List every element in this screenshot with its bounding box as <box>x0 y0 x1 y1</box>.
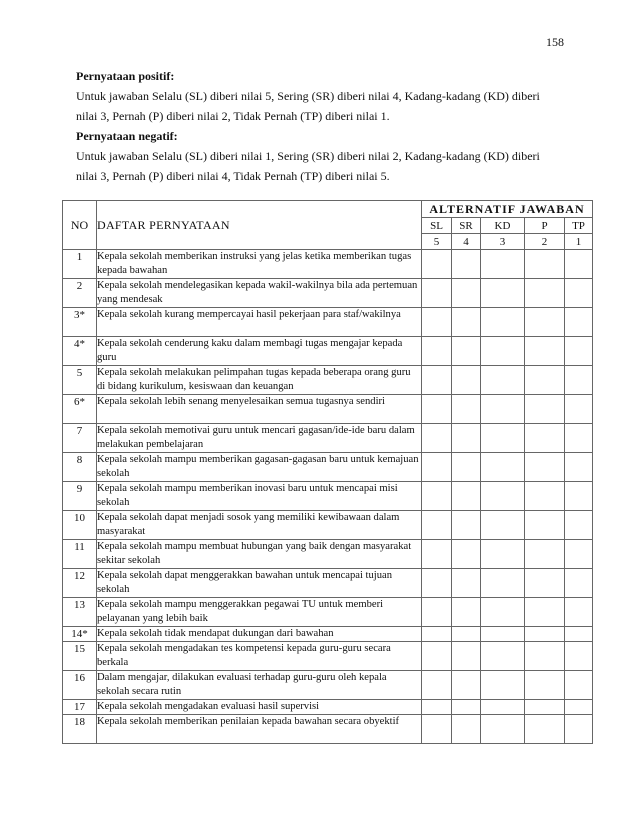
answer-cell-tp[interactable] <box>565 366 593 395</box>
table-row <box>63 627 593 642</box>
answer-cell-p[interactable] <box>525 627 565 642</box>
row-number: 17 <box>63 700 97 715</box>
statement-text: Kepala sekolah dapat menjadi sosok yang memiliki kewibawaan dalam masyarakat <box>97 511 422 540</box>
table-row <box>63 671 593 700</box>
answer-cell-p[interactable] <box>525 511 565 540</box>
answer-cell-kd[interactable] <box>481 366 525 395</box>
answer-cell-tp[interactable] <box>565 715 593 744</box>
answer-cell-p[interactable] <box>525 308 565 337</box>
statement-text: Kepala sekolah mampu memberikan inovasi baru untuk mencapai misi sekolah <box>97 482 422 511</box>
answer-cell-sl[interactable] <box>422 250 452 279</box>
option-sr: SR <box>452 218 481 234</box>
score-tp: 1 <box>565 234 593 250</box>
answer-cell-tp[interactable] <box>565 671 593 700</box>
answer-cell-sl[interactable] <box>422 395 452 424</box>
positive-line-1: Untuk jawaban Selalu (SL) diberi nilai 5, Sering (SR) diberi nilai 4, Kadang-kadang (KD) diberi <box>76 89 540 103</box>
table-row <box>63 482 593 511</box>
answer-cell-sl[interactable] <box>422 279 452 308</box>
statement-text: Kepala sekolah mengadakan evaluasi hasil supervisi <box>97 700 422 715</box>
header-row <box>63 201 593 218</box>
row-number: 11 <box>63 540 97 569</box>
answer-cell-sl[interactable] <box>422 337 452 366</box>
statement-text: Dalam mengajar, dilakukan evaluasi terhadap guru-guru oleh kepala sekolah secara rutin <box>97 671 422 700</box>
table-row <box>63 366 593 395</box>
answer-cell-sr[interactable] <box>452 627 481 642</box>
answer-cell-tp[interactable] <box>565 308 593 337</box>
answer-cell-tp[interactable] <box>565 453 593 482</box>
table-row <box>63 337 593 366</box>
answer-cell-kd[interactable] <box>481 453 525 482</box>
table-row <box>63 642 593 671</box>
answer-cell-p[interactable] <box>525 598 565 627</box>
statement-text: Kepala sekolah mendelegasikan kepada wakil-wakilnya bila ada pertemuan yang mendesak <box>97 279 422 308</box>
answer-cell-sr[interactable] <box>452 511 481 540</box>
score-kd: 3 <box>481 234 525 250</box>
answer-cell-sr[interactable] <box>452 424 481 453</box>
answer-cell-sr[interactable] <box>452 540 481 569</box>
answer-cell-tp[interactable] <box>565 511 593 540</box>
answer-cell-kd[interactable] <box>481 482 525 511</box>
negative-line-1: Untuk jawaban Selalu (SL) diberi nilai 1, Sering (SR) diberi nilai 2, Kadang-kadang (KD) diberi <box>76 149 540 163</box>
table-row <box>63 540 593 569</box>
answer-cell-kd[interactable] <box>481 511 525 540</box>
header-no: NO <box>63 201 97 250</box>
score-p: 2 <box>525 234 565 250</box>
answer-cell-p[interactable] <box>525 250 565 279</box>
row-number: 8 <box>63 453 97 482</box>
table-row <box>63 395 593 424</box>
answer-cell-kd[interactable] <box>481 250 525 279</box>
page-number: 158 <box>546 35 564 49</box>
answer-cell-kd[interactable] <box>481 700 525 715</box>
statement-text: Kepala sekolah dapat menggerakkan bawahan untuk mencapai tujuan sekolah <box>97 569 422 598</box>
answer-cell-sr[interactable] <box>452 569 481 598</box>
answer-cell-tp[interactable] <box>565 642 593 671</box>
answer-cell-tp[interactable] <box>565 337 593 366</box>
answer-cell-p[interactable] <box>525 540 565 569</box>
answer-cell-p[interactable] <box>525 642 565 671</box>
row-number: 6* <box>63 395 97 424</box>
score-sr: 4 <box>452 234 481 250</box>
answer-cell-sl[interactable] <box>422 671 452 700</box>
answer-cell-kd[interactable] <box>481 308 525 337</box>
row-number: 10 <box>63 511 97 540</box>
negative-line-2: nilai 3, Pernah (P) diberi nilai 4, Tidak Pernah (TP) diberi nilai 5. <box>76 169 390 183</box>
table-row <box>63 598 593 627</box>
answer-cell-kd[interactable] <box>481 569 525 598</box>
row-number: 5 <box>63 366 97 395</box>
answer-cell-p[interactable] <box>525 569 565 598</box>
row-number: 4* <box>63 337 97 366</box>
answer-cell-kd[interactable] <box>481 395 525 424</box>
answer-cell-p[interactable] <box>525 395 565 424</box>
answer-cell-p[interactable] <box>525 482 565 511</box>
row-number: 2 <box>63 279 97 308</box>
row-number: 18 <box>63 715 97 744</box>
answer-cell-sl[interactable] <box>422 642 452 671</box>
answer-cell-p[interactable] <box>525 279 565 308</box>
row-number: 1 <box>63 250 97 279</box>
table-row <box>63 250 593 279</box>
answer-cell-p[interactable] <box>525 366 565 395</box>
statement-text: Kepala sekolah mampu memberikan gagasan-gagasan baru untuk kemajuan sekolah <box>97 453 422 482</box>
answer-cell-tp[interactable] <box>565 569 593 598</box>
answer-cell-p[interactable] <box>525 700 565 715</box>
statement-text: Kepala sekolah kurang mempercayai hasil pekerjaan para staf/wakilnya <box>97 308 422 337</box>
statement-text: Kepala sekolah memotivai guru untuk mencari gagasan/ide-ide baru dalam melakukan pembelajaran <box>97 424 422 453</box>
answer-cell-sl[interactable] <box>422 569 452 598</box>
answer-cell-sl[interactable] <box>422 511 452 540</box>
answer-cell-tp[interactable] <box>565 700 593 715</box>
answer-cell-kd[interactable] <box>481 671 525 700</box>
answer-cell-tp[interactable] <box>565 250 593 279</box>
answer-cell-sl[interactable] <box>422 700 452 715</box>
answer-cell-sr[interactable] <box>452 395 481 424</box>
answer-cell-kd[interactable] <box>481 337 525 366</box>
option-tp: TP <box>565 218 593 234</box>
answer-cell-p[interactable] <box>525 337 565 366</box>
positive-line-2: nilai 3, Pernah (P) diberi nilai 2, Tidak Pernah (TP) diberi nilai 1. <box>76 109 390 123</box>
option-p: P <box>525 218 565 234</box>
positive-heading: Pernyataan positif: <box>76 69 175 83</box>
table-row <box>63 715 593 744</box>
scoring-instructions <box>76 66 576 186</box>
answer-cell-kd[interactable] <box>481 279 525 308</box>
answer-cell-sl[interactable] <box>422 627 452 642</box>
row-number: 13 <box>63 598 97 627</box>
statement-text: Kepala sekolah memberikan instruksi yang jelas ketika memberikan tugas kepada bawahan <box>97 250 422 279</box>
answer-cell-tp[interactable] <box>565 395 593 424</box>
statement-text: Kepala sekolah melakukan pelimpahan tugas kepada beberapa orang guru di bidang kurikulum, kesiswaan dan keuangan <box>97 366 422 395</box>
statement-text: Kepala sekolah mengadakan tes kompetensi kepada guru-guru secara berkala <box>97 642 422 671</box>
answer-cell-kd[interactable] <box>481 715 525 744</box>
answer-cell-kd[interactable] <box>481 424 525 453</box>
header-alternatif-jawaban: ALTERNATIF JAWABAN <box>422 201 593 218</box>
row-number: 7 <box>63 424 97 453</box>
answer-cell-sl[interactable] <box>422 540 452 569</box>
answer-cell-tp[interactable] <box>565 598 593 627</box>
answer-cell-p[interactable] <box>525 453 565 482</box>
answer-cell-sr[interactable] <box>452 482 481 511</box>
row-number: 3* <box>63 308 97 337</box>
answer-cell-kd[interactable] <box>481 540 525 569</box>
statement-text: Kepala sekolah mampu menggerakkan pegawai TU untuk memberi pelayanan yang lebih baik <box>97 598 422 627</box>
table-row <box>63 279 593 308</box>
answer-cell-kd[interactable] <box>481 598 525 627</box>
table-row <box>63 569 593 598</box>
answer-cell-sl[interactable] <box>422 598 452 627</box>
row-number: 12 <box>63 569 97 598</box>
answer-cell-sr[interactable] <box>452 453 481 482</box>
answer-cell-p[interactable] <box>525 715 565 744</box>
score-sl: 5 <box>422 234 452 250</box>
option-sl: SL <box>422 218 452 234</box>
answer-cell-kd[interactable] <box>481 642 525 671</box>
answer-cell-tp[interactable] <box>565 482 593 511</box>
negative-heading: Pernyataan negatif: <box>76 129 178 143</box>
table-row <box>63 308 593 337</box>
answer-cell-sr[interactable] <box>452 642 481 671</box>
answer-cell-p[interactable] <box>525 424 565 453</box>
answer-cell-sl[interactable] <box>422 453 452 482</box>
answer-cell-sl[interactable] <box>422 482 452 511</box>
answer-cell-sr[interactable] <box>452 366 481 395</box>
answer-cell-sr[interactable] <box>452 337 481 366</box>
answer-cell-kd[interactable] <box>481 627 525 642</box>
statement-text: Kepala sekolah mampu membuat hubungan yang baik dengan masyarakat sekitar sekolah <box>97 540 422 569</box>
table-row <box>63 424 593 453</box>
answer-cell-sr[interactable] <box>452 279 481 308</box>
statement-text: Kepala sekolah tidak mendapat dukungan dari bawahan <box>97 627 422 642</box>
answer-cell-sl[interactable] <box>422 424 452 453</box>
answer-cell-sr[interactable] <box>452 715 481 744</box>
answer-cell-sl[interactable] <box>422 366 452 395</box>
answer-cell-tp[interactable] <box>565 627 593 642</box>
table-row <box>63 700 593 715</box>
answer-cell-sr[interactable] <box>452 308 481 337</box>
row-number: 15 <box>63 642 97 671</box>
answer-cell-p[interactable] <box>525 671 565 700</box>
statement-text: Kepala sekolah cenderung kaku dalam membagi tugas mengajar kepada guru <box>97 337 422 366</box>
answer-cell-tp[interactable] <box>565 279 593 308</box>
table-row <box>63 511 593 540</box>
table-row <box>63 453 593 482</box>
row-number: 9 <box>63 482 97 511</box>
row-number: 14* <box>63 627 97 642</box>
answer-cell-tp[interactable] <box>565 424 593 453</box>
answer-cell-sr[interactable] <box>452 250 481 279</box>
answer-cell-sr[interactable] <box>452 598 481 627</box>
option-kd: KD <box>481 218 525 234</box>
questionnaire-table <box>62 200 593 744</box>
statement-text: Kepala sekolah lebih senang menyelesaikan semua tugasnya sendiri <box>97 395 422 424</box>
row-number: 16 <box>63 671 97 700</box>
answer-cell-sl[interactable] <box>422 715 452 744</box>
header-daftar-pernyataan: DAFTAR PERNYATAAN <box>97 201 422 250</box>
answer-cell-sl[interactable] <box>422 308 452 337</box>
answer-cell-sr[interactable] <box>452 671 481 700</box>
answer-cell-sr[interactable] <box>452 700 481 715</box>
statement-text: Kepala sekolah memberikan penilaian kepada bawahan secara obyektif <box>97 715 422 744</box>
answer-cell-tp[interactable] <box>565 540 593 569</box>
